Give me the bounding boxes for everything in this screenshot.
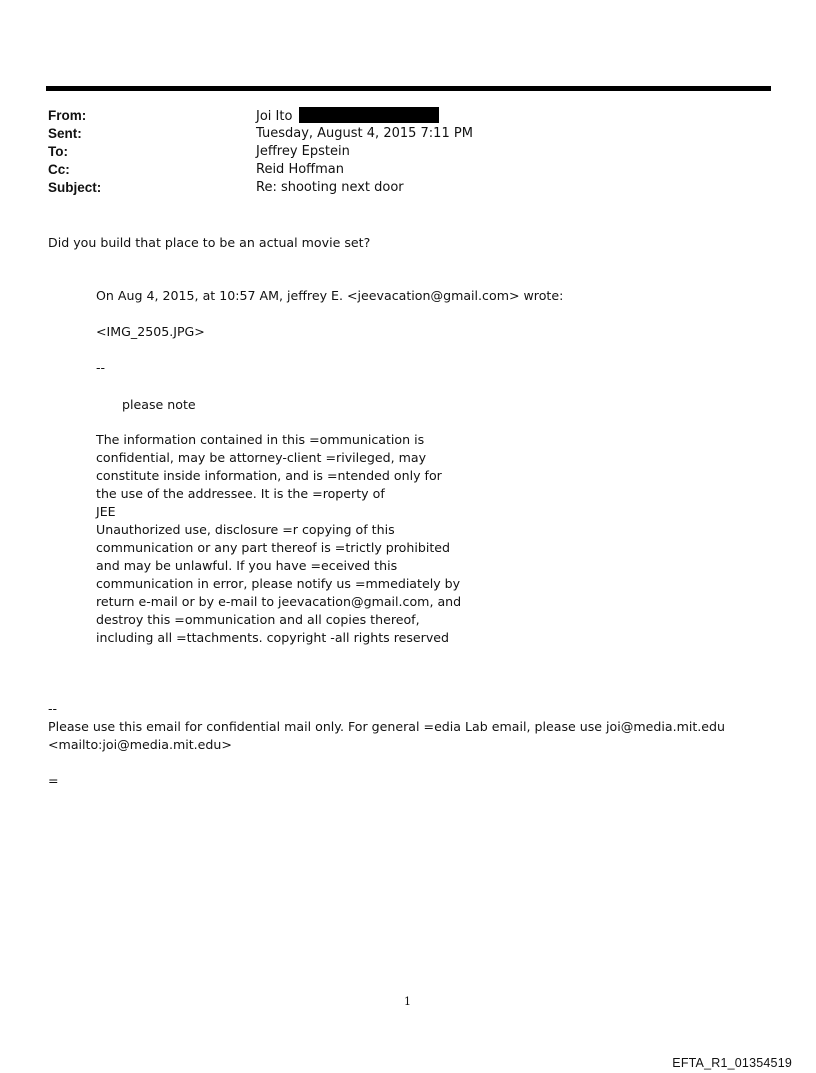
disclaimer-line: return e-mail or by e-mail to jeevacation@gmail.com, and	[96, 594, 462, 609]
from-name: Joi Ito	[256, 109, 293, 124]
trailing-char: =	[48, 773, 59, 788]
disclaimer-line: and may be unlawful. If you have =eceived this	[96, 558, 398, 573]
disclaimer-line: destroy this =ommunication and all copies thereof,	[96, 612, 420, 627]
page-number: 1	[404, 995, 411, 1008]
from-label: From:	[48, 108, 87, 123]
cc-value: Reid Hoffman	[256, 162, 344, 177]
disclaimer-line: the use of the addressee. It is the =roperty of	[96, 486, 385, 501]
subject-label: Subject:	[48, 180, 102, 195]
cc-label: Cc:	[48, 162, 70, 177]
to-value: Jeffrey Epstein	[256, 144, 350, 159]
disclaimer-line: JEE	[96, 504, 116, 519]
quoted-intro: On Aug 4, 2015, at 10:57 AM, jeffrey E. <jeevacation@gmail.com> wrote:	[96, 288, 564, 303]
document-id: EFTA_R1_01354519	[672, 1056, 792, 1070]
disclaimer-line: Unauthorized use, disclosure =r copying of this	[96, 522, 395, 537]
disclaimer-line: The information contained in this =ommunication is	[96, 432, 425, 447]
sent-label: Sent:	[48, 126, 82, 141]
signature-separator: --	[48, 701, 58, 716]
subject-value: Re: shooting next door	[256, 180, 404, 195]
disclaimer-line: constitute inside information, and is =ntended only for	[96, 468, 442, 483]
reply-text: Did you build that place to be an actual movie set?	[48, 235, 371, 250]
quote-separator: --	[96, 360, 106, 375]
disclaimer	[96, 431, 461, 647]
signature-line-2: <mailto:joi@media.mit.edu>	[48, 737, 232, 752]
from-value	[256, 107, 439, 126]
signature-line-1: Please use this email for confidential mail only. For general =edia Lab email, please use joi@media.mit.edu	[48, 719, 726, 734]
attachment-name: <IMG_2505.JPG>	[96, 324, 205, 339]
disclaimer-line: communication or any part thereof is =trictly prohibited	[96, 540, 451, 555]
redaction-block	[299, 107, 439, 123]
disclaimer-line: confidential, may be attorney-client =rivileged, may	[96, 450, 427, 465]
sent-value: Tuesday, August 4, 2015 7:11 PM	[256, 126, 473, 141]
disclaimer-line: including all =ttachments. copyright -all rights reserved	[96, 630, 450, 645]
disclaimer-line: communication in error, please notify us =mmediately by	[96, 576, 461, 591]
to-label: To:	[48, 144, 68, 159]
header-rule	[46, 86, 771, 91]
please-note: please note	[122, 397, 196, 412]
